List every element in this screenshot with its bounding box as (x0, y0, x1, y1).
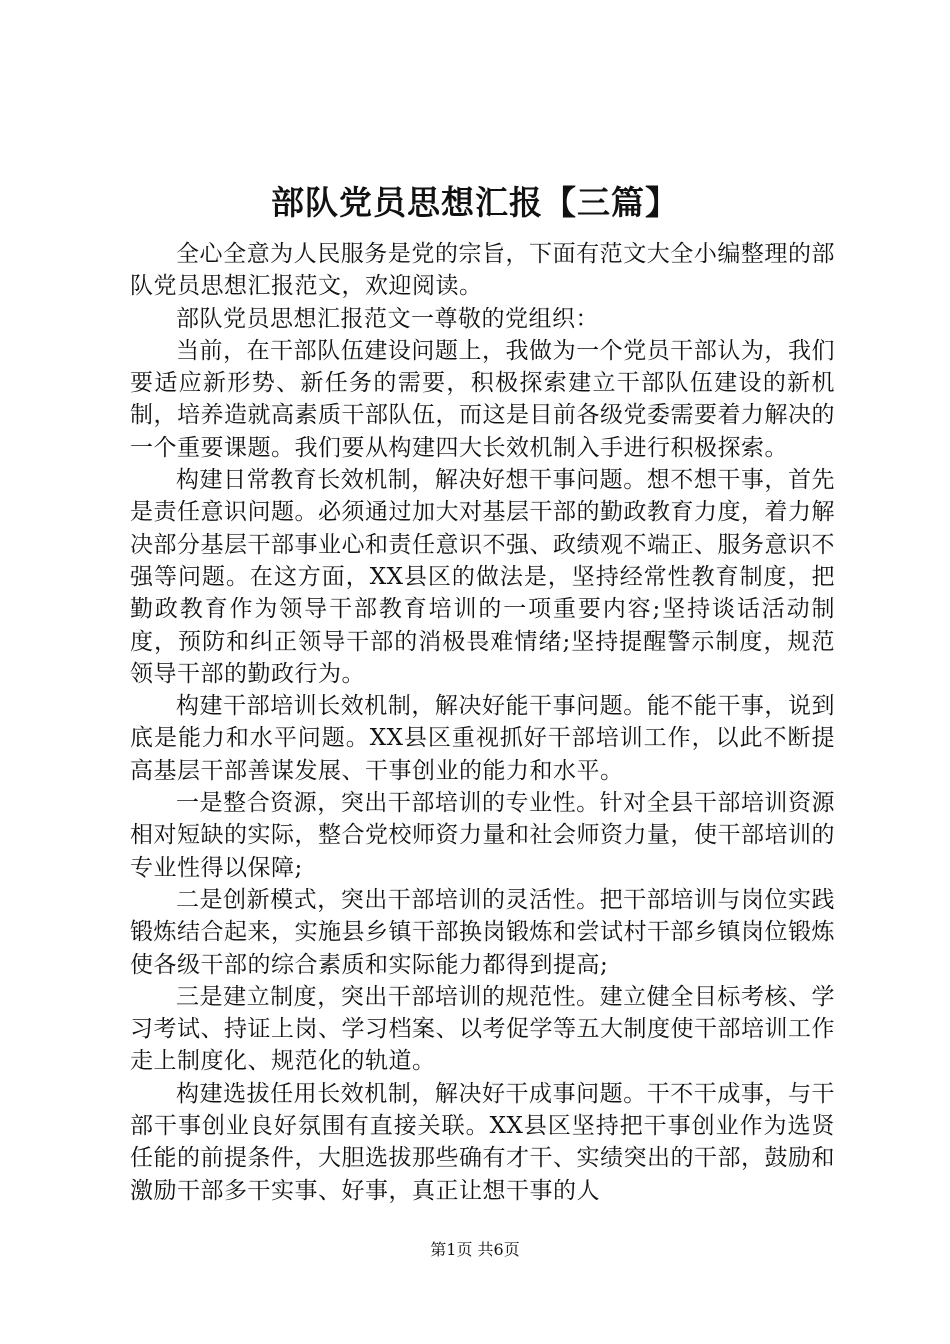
paragraph-intro: 全心全意为人民服务是党的宗旨，下面有范文大全小编整理的部队党员思想汇报范文，欢迎阅读。 (130, 241, 835, 300)
document-title: 部队党员思想汇报【三篇】 (271, 183, 679, 222)
paragraph-1: 当前，在干部队伍建设问题上，我做为一个党员干部认为，我们要适应新形势、新任务的需要，积极探索建立干部队伍建设的新机制，培养造就高素质干部队伍，而这是目前各级党委需要着力解决的一个重要课题。我们要从构建四大长效机制入手进行积极探索。 (130, 337, 835, 461)
page-number-footer: 第1页 共6页 (430, 1240, 520, 1259)
paragraph-3: 构建干部培训长效机制，解决好能干事问题。能不能干事，说到底是能力和水平问题。XX县区重视抓好干部培训工作，以此不断提高基层干部善谋发展、干事创业的能力和水平。 (130, 693, 835, 784)
paragraph-7: 构建选拔任用长效机制，解决好干成事问题。干不干成事，与干部干事创业良好氛围有直接关联。XX县区坚持把干事创业作为选贤任能的前提条件，大胆选拔那些确有才干、实绩突出的干部，鼓励和激励干部多干实事、好事，真正让想干事的人 (130, 1080, 835, 1204)
document-body (130, 238, 835, 1207)
paragraph-salutation: 部队党员思想汇报范文一尊敬的党组织： (176, 305, 599, 332)
paragraph-2: 构建日常教育长效机制，解决好想干事问题。想不想干事，首先是责任意识问题。必须通过加大对基层干部的勤政教育力度，着力解决部分基层干部事业心和责任意识不强、政绩观不端正、服务意识不强等问题。在这方面，XX县区的做法是，坚持经常性教育制度，把勤政教育作为领导干部教育培训的一项重要内容;坚持谈话活动制度，预防和纠正领导干部的消极畏难情绪;坚持提醒警示制度，规范领导干部的勤政行为。 (130, 467, 835, 687)
paragraph-5: 二是创新模式，突出干部培训的灵活性。把干部培训与岗位实践锻炼结合起来，实施县乡镇干部换岗锻炼和尝试村干部乡镇岗位锻炼使各级干部的综合素质和实际能力都得到提高; (130, 886, 835, 978)
paragraph-6: 三是建立制度，突出干部培训的规范性。建立健全目标考核、学习考试、持证上岗、学习档案、以考促学等五大制度使干部培训工作走上制度化、规范化的轨道。 (130, 983, 835, 1075)
paragraph-4: 一是整合资源，突出干部培训的专业性。针对全县干部培训资源相对短缺的实际，整合党校师资力量和社会师资力量，使干部培训的专业性得以保障; (130, 790, 835, 881)
